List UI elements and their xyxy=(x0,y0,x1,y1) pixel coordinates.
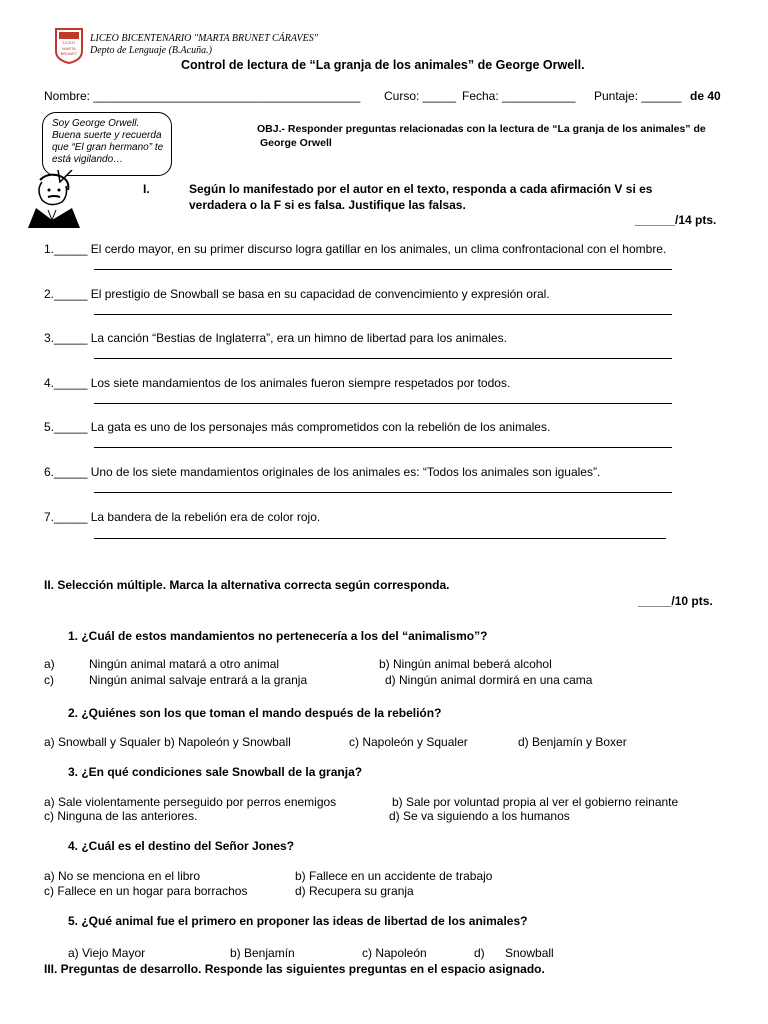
q4-option-d[interactable]: d) Recupera su granja xyxy=(295,884,414,898)
answer-line-7[interactable] xyxy=(94,538,666,539)
q1-option-a[interactable]: Ningún animal matará a otro animal xyxy=(89,657,280,671)
puntaje-field[interactable]: Puntaje: ______ xyxy=(594,89,682,103)
answer-line-5[interactable] xyxy=(94,447,672,448)
tf-item-2: 2._____ El prestigio de Snowball se basa en su capacidad de convencimiento y expresión oral. xyxy=(44,287,550,301)
logo-text-2: MARTA xyxy=(62,46,76,51)
bubble-text: Soy George Orwell. Buena suerte y recuerda que “El gran hermano” te está vigilando… xyxy=(52,118,164,165)
section1-points: ______/14 pts. xyxy=(635,213,717,227)
q1-question: 1. ¿Cuál de estos mandamientos no pertenecería a los del “animalismo”? xyxy=(68,629,488,643)
q4-option-a[interactable]: a) No se menciona en el libro xyxy=(44,869,201,883)
q4-option-b[interactable]: b) Fallece en un accidente de trabajo xyxy=(295,869,493,883)
fecha-field[interactable]: Fecha: ___________ xyxy=(462,89,576,103)
q4-option-c[interactable]: c) Fallece en un hogar para borrachos xyxy=(44,884,248,898)
orwell-caricature-icon xyxy=(22,172,92,230)
school-name: LICEO BICENTENARIO "MARTA BRUNET CÁRAVES" xyxy=(90,33,318,44)
section1-instruction-1: Según lo manifestado por el autor en el texto, responda a cada afirmación V si es xyxy=(189,182,653,196)
q2-question: 2. ¿Quiénes son los que toman el mando después de la rebelión? xyxy=(68,706,442,720)
q2-options-ab[interactable]: a) Snowball y Squaler b) Napoleón y Snowball xyxy=(44,735,291,749)
q5-option-b[interactable]: b) Benjamín xyxy=(230,946,295,960)
section1-instruction-2: verdadera o la F si es falsa. Justifique las falsas. xyxy=(189,198,466,212)
logo-text-3: BRUNET xyxy=(60,51,78,56)
q1-option-c[interactable]: Ningún animal salvaje entrará a la granja xyxy=(89,673,308,687)
q2-option-c[interactable]: c) Napoleón y Squaler xyxy=(349,735,468,749)
q5-option-a[interactable]: a) Viejo Mayor xyxy=(68,946,146,960)
section2-title: II. Selección múltiple. Marca la alternativa correcta según corresponda. xyxy=(44,578,450,592)
q1-option-d[interactable]: d) Ningún animal dormirá en una cama xyxy=(385,673,593,687)
tf-item-5: 5._____ La gata es uno de los personajes más comprometidos con la rebelión de los animales. xyxy=(44,420,551,434)
tf-item-4: 4._____ Los siete mandamientos de los animales fueron siempre respetados por todos. xyxy=(44,376,511,390)
section1-numeral: I. xyxy=(143,182,150,196)
q3-option-c[interactable]: c) Ninguna de las anteriores. xyxy=(44,809,198,823)
school-logo xyxy=(54,27,84,64)
q5-question: 5. ¿Qué animal fue el primero en proponer las ideas de libertad de los animales? xyxy=(68,914,528,928)
q4-question: 4. ¿Cuál es el destino del Señor Jones? xyxy=(68,839,295,853)
answer-line-3[interactable] xyxy=(94,358,672,359)
q5-d-letter[interactable]: d) xyxy=(474,946,485,960)
q5-option-c[interactable]: c) Napoleón xyxy=(362,946,427,960)
answer-line-6[interactable] xyxy=(94,492,672,493)
answer-line-1[interactable] xyxy=(94,269,672,270)
answer-line-4[interactable] xyxy=(94,403,672,404)
q2-option-d[interactable]: d) Benjamín y Boxer xyxy=(518,735,627,749)
tf-item-1: 1._____ El cerdo mayor, en su primer discurso logra gatillar en los animales, un clima confrontacional con el hombre. xyxy=(44,242,667,256)
q3-option-a[interactable]: a) Sale violentamente perseguido por perros enemigos xyxy=(44,795,337,809)
logo-text-1: LICEO xyxy=(62,40,76,45)
nombre-field[interactable]: Nombre: ________________________________________ xyxy=(44,89,361,103)
puntaje-total: de 40 xyxy=(690,89,721,103)
section2-points: _____/10 pts. xyxy=(638,594,713,608)
section3-title: III. Preguntas de desarrollo. Responde las siguientes preguntas en el espacio asignado. xyxy=(44,962,545,976)
page-title: Control de lectura de “La granja de los animales” de George Orwell. xyxy=(181,58,585,72)
tf-item-3: 3._____ La canción “Bestias de Inglaterra”, era un himno de libertad para los animales. xyxy=(44,331,507,345)
curso-field[interactable]: Curso: _____ xyxy=(384,89,457,103)
q3-question: 3. ¿En qué condiciones sale Snowball de la granja? xyxy=(68,765,363,779)
answer-line-2[interactable] xyxy=(94,314,672,315)
q1-c-letter[interactable]: c) xyxy=(44,673,54,687)
tf-item-7: 7._____ La bandera de la rebelión era de color rojo. xyxy=(44,510,321,524)
tf-item-6: 6._____ Uno de los siete mandamientos originales de los animales es: “Todos los animales son iguales”. xyxy=(44,465,601,479)
q3-option-b[interactable]: b) Sale por voluntad propia al ver el gobierno reinante xyxy=(392,795,679,809)
q1-a-letter[interactable]: a) xyxy=(44,657,55,671)
department: Depto de Lenguaje (B.Acuña.) xyxy=(90,45,212,56)
objective-line-2: George Orwell xyxy=(260,137,332,149)
q1-option-b[interactable]: b) Ningún animal beberá alcohol xyxy=(379,657,552,671)
q3-option-d[interactable]: d) Se va siguiendo a los humanos xyxy=(389,809,570,823)
objective-line-1: OBJ.- Responder preguntas relacionadas con la lectura de “La granja de los animales” de xyxy=(257,123,706,135)
q5-option-d[interactable]: Snowball xyxy=(505,946,554,960)
